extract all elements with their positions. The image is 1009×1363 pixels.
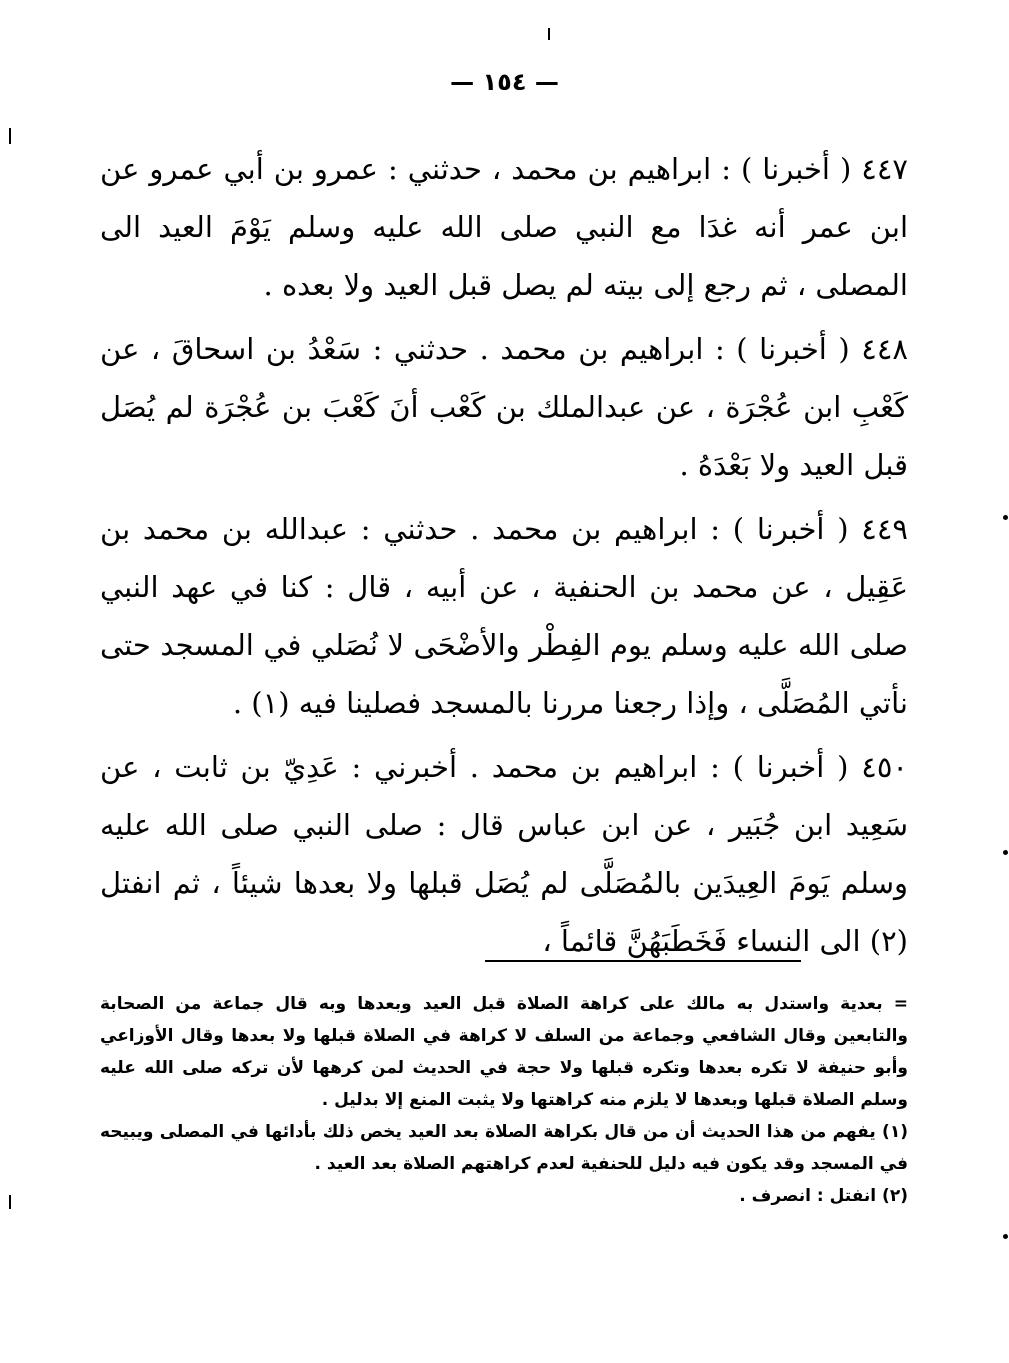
page-number: — ١٥٤ — bbox=[450, 68, 559, 96]
scan-mark bbox=[1003, 515, 1008, 520]
scan-mark bbox=[1003, 850, 1008, 855]
scan-mark bbox=[548, 28, 550, 40]
scan-mark bbox=[9, 128, 11, 144]
scan-mark bbox=[1003, 1234, 1008, 1239]
scan-mark bbox=[9, 1195, 11, 1209]
footnote-separator bbox=[485, 960, 801, 962]
hadith-449: ٤٤٩ ( أخبرنا ) : ابراهيم بن محمد . حدثني : عبدالله بن محمد بن عَقِيل ، عن محمد بن الحنفية ، عن أبيه ، قال : كنا في عهد النبي صلى الله عليه وسلم يوم الفِطْر والأضْحَى لا نُصَلي في المسجد حتى نأتي المُصَلَّى ، وإذا رجعنا مررنا بالمسجد فصلينا فيه (١) . bbox=[100, 512, 908, 720]
hadith-448: ٤٤٨ ( أخبرنا ) : ابراهيم بن محمد . حدثني : سَعْدُ بن اسحاقَ ، عن كَعْبِ ابن عُجْرَة ، عن عبدالملك بن كَعْب أنَ كَعْبَ بن عُجْرَة لم يُصَل قبل العيد ولا بَعْدَهُ . bbox=[100, 332, 908, 482]
footnotes bbox=[100, 988, 908, 1212]
hadith-447: ٤٤٧ ( أخبرنا ) : ابراهيم بن محمد ، حدثني : عمرو بن أبي عمرو عن ابن عمر أنه غدَا مع النبي صلى الله عليه وسلم يَوْمَ العيد الى المصلى ، ثم رجع إلى بيته لم يصل قبل العيد ولا بعده . bbox=[100, 152, 908, 302]
footnote-1: (١) يفهم من هذا الحديث أن من قال بكراهة الصلاة بعد العيد يخص ذلك بأدائها في المصلى ويبيحه في المسجد وقد يكون فيه دليل للحنفية لعدم كراهتهم الصلاة بعد العيد . bbox=[100, 1122, 908, 1174]
footnote-continuation: = بعدية واستدل به مالك على كراهة الصلاة قبل العيد وبعدها وبه قال جماعة من الصحابة والتابعين وقال الشافعي وجماعة من السلف لا كراهة في الصلاة قبلها ولا بعدها وقال الأوزاعي وأبو حنيفة لا تكره بعدها وتكره قبلها ولا حجة في الحديث لمن كرهها لأن تركه صلى الله عليه وسلم الصلاة قبلها وبعدها لا يلزم منه كراهتها ولا يثبت المنع إلا بدليل . bbox=[100, 994, 908, 1110]
footnote-2: (٢) انفتل : انصرف . bbox=[739, 1186, 908, 1206]
hadith-text-body bbox=[100, 140, 908, 976]
hadith-450: ٤٥٠ ( أخبرنا ) : ابراهيم بن محمد . أخبرني : عَدِيّ بن ثابت ، عن سَعِيد ابن جُبَير ، عن ابن عباس قال : صلى النبي صلى الله عليه وسلم يَومَ العِيدَين بالمُصَلَّى لم يُصَل قبلها ولا بعدها شيئاً ، ثم انفتل (٢) الى النساء فَخَطَبَهُنَّ قائماً ، bbox=[100, 750, 908, 958]
